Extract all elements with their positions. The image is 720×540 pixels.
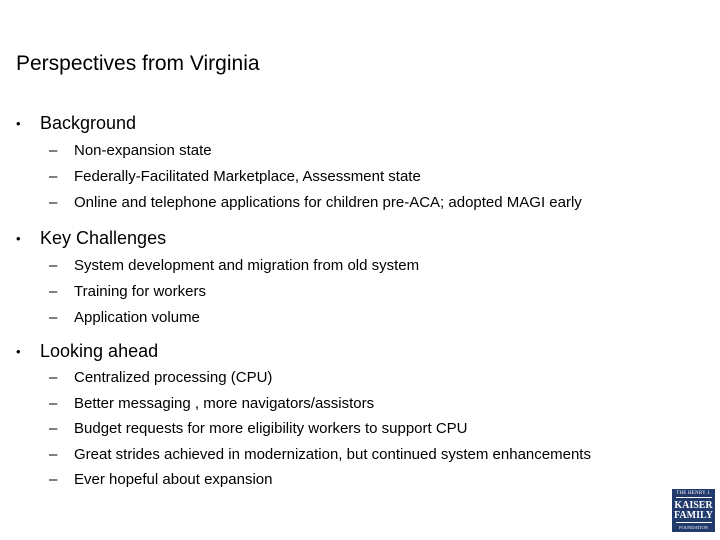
dash-icon: – bbox=[49, 471, 58, 489]
dash-icon: – bbox=[49, 369, 58, 387]
dash-icon: – bbox=[49, 445, 58, 463]
list-item bbox=[16, 442, 591, 468]
section-looking-ahead bbox=[16, 338, 591, 493]
list-item-text: System development and migration from old system bbox=[74, 256, 420, 274]
list-item-text: Federally-Facilitated Marketplace, Assessment state bbox=[74, 167, 421, 185]
section-heading: Background bbox=[40, 112, 137, 133]
bullet-icon: • bbox=[16, 230, 21, 246]
dash-icon: – bbox=[49, 167, 58, 185]
list-item bbox=[16, 416, 591, 442]
dash-icon: – bbox=[49, 282, 58, 300]
section-heading: Key Challenges bbox=[40, 227, 167, 248]
list-item bbox=[16, 391, 591, 417]
list-item bbox=[16, 189, 582, 215]
list-item-text: Online and telephone applications for children pre-ACA; adopted MAGI early bbox=[74, 193, 582, 211]
logo-line: KAISER bbox=[674, 499, 713, 511]
logo-line: FAMILY bbox=[674, 509, 713, 521]
list-item-text: Better messaging , more navigators/assistors bbox=[74, 394, 375, 412]
list-item-text: Non-expansion state bbox=[74, 141, 212, 159]
list-item bbox=[16, 252, 419, 278]
list-item bbox=[16, 467, 591, 493]
dash-icon: – bbox=[49, 193, 58, 211]
section-background bbox=[16, 110, 582, 215]
logo-divider bbox=[676, 522, 712, 523]
list-item bbox=[16, 137, 582, 163]
dash-icon: – bbox=[49, 420, 58, 438]
dash-icon: – bbox=[49, 256, 58, 274]
list-item-text: Centralized processing (CPU) bbox=[74, 369, 273, 387]
list-item-text: Training for workers bbox=[74, 282, 206, 300]
page-title: Perspectives from Virginia bbox=[16, 52, 260, 75]
list-item bbox=[16, 163, 582, 189]
bullet-icon: • bbox=[16, 343, 21, 359]
bullet-icon: • bbox=[16, 115, 21, 131]
list-item bbox=[16, 278, 419, 304]
section-key-challenges bbox=[16, 225, 419, 330]
list-item bbox=[16, 304, 419, 330]
list-item-text: Ever hopeful about expansion bbox=[74, 471, 273, 489]
list-item-text: Application volume bbox=[74, 308, 200, 326]
kaiser-family-foundation-logo bbox=[672, 489, 715, 532]
list-item-text: Budget requests for more eligibility workers to support CPU bbox=[74, 420, 468, 438]
dash-icon: – bbox=[49, 394, 58, 412]
section-heading: Looking ahead bbox=[40, 340, 159, 361]
logo-line: FOUNDATION bbox=[679, 524, 708, 530]
dash-icon: – bbox=[49, 141, 58, 159]
logo-divider bbox=[676, 497, 712, 498]
list-item-text: Great strides achieved in modernization, but continued system enhancements bbox=[74, 445, 591, 463]
dash-icon: – bbox=[49, 308, 58, 326]
list-item bbox=[16, 365, 591, 391]
logo-line: THE HENRY J. bbox=[676, 491, 711, 496]
